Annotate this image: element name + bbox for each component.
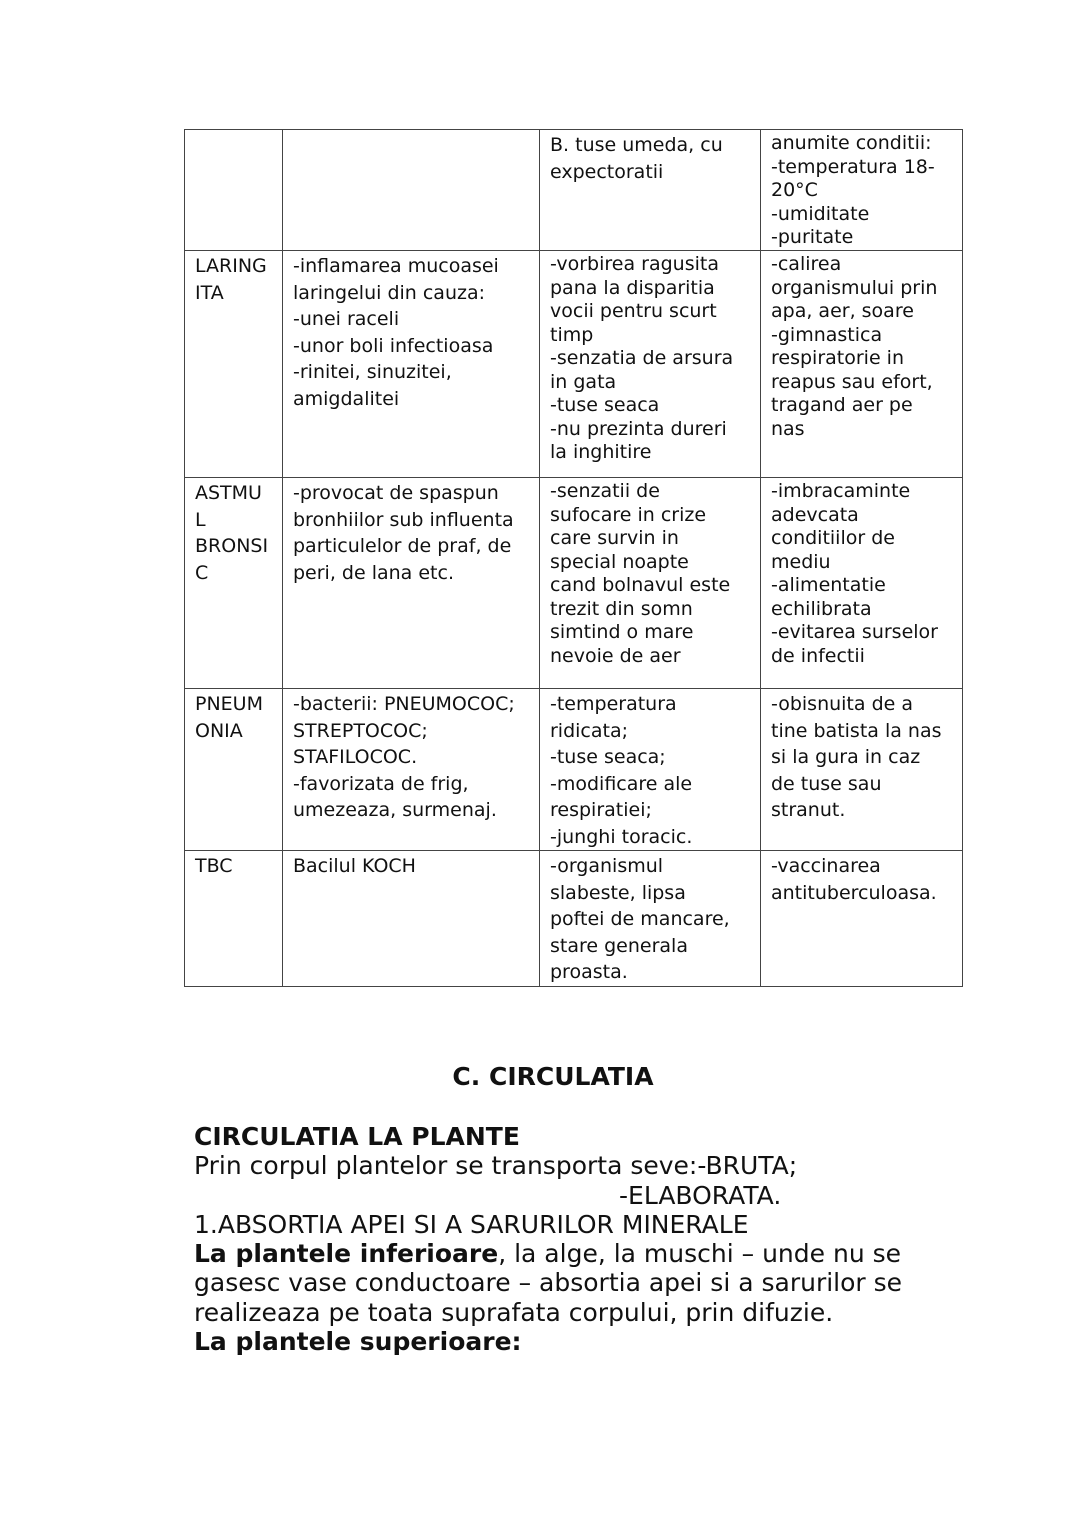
list-item: 1.ABSORTIA APEI SI A SARURILOR MINERALE — [194, 1209, 749, 1239]
cell-line: -inflamarea mucoasei — [293, 255, 499, 277]
table-row — [185, 851, 963, 987]
cell-line: PNEUM — [195, 693, 263, 715]
cell-line: nevoie de aer — [550, 644, 681, 667]
cell-line: -provocat de spaspun — [293, 482, 499, 504]
cell-line: apa, aer, soare — [771, 300, 914, 322]
paragraph-line: -ELABORATA. — [619, 1180, 782, 1210]
cell-line: Bacilul KOCH — [293, 855, 416, 877]
cell-line: la inghitire — [550, 441, 652, 463]
cell-line: bronhiilor sub influenta — [293, 508, 514, 531]
cell-line: stare generala — [550, 934, 688, 957]
table-cell — [540, 689, 761, 851]
cell-line: -puritate — [771, 226, 854, 248]
cell-line: laringelui din cauza: — [293, 281, 486, 304]
cell-line: reapus sau efort, — [771, 370, 933, 393]
cell-line: tragand aer pe — [771, 394, 913, 416]
subheading: CIRCULATIA LA PLANTE — [194, 1122, 520, 1151]
cell-line: -calirea — [771, 253, 842, 275]
table-cell — [283, 689, 540, 851]
bold-lead: La plantele inferioare — [194, 1239, 499, 1269]
cell-line: -unor boli infectioasa — [293, 334, 494, 357]
table-cell — [540, 478, 761, 689]
cell-line: 20°C — [771, 179, 818, 201]
cell-line: TBC — [195, 855, 233, 877]
cell-line: -rinitei, sinuzitei, — [293, 361, 452, 383]
cell-line: -bacterii: PNEUMOCOC; — [293, 693, 515, 715]
cell-line: STREPTOCOC; — [293, 719, 428, 742]
table-row — [185, 251, 963, 478]
cell-line: -obisnuita de a — [771, 693, 913, 715]
cell-line: -gimnastica — [771, 323, 883, 346]
cell-line: poftei de mancare, — [550, 908, 730, 930]
cell-line: slabeste, lipsa — [550, 881, 686, 904]
cell-line: -organismul — [550, 855, 664, 877]
table-cell — [185, 478, 283, 689]
cell-line: STAFILOCOC. — [293, 746, 418, 768]
cell-line: conditiilor de — [771, 527, 895, 549]
cell-line: sufocare in crize — [550, 503, 707, 526]
table-row — [185, 130, 963, 251]
cell-line: -temperatura — [550, 693, 677, 715]
cell-line: expectoratii — [550, 160, 664, 183]
cell-line: -umiditate — [771, 202, 870, 225]
cell-line: -unei raceli — [293, 308, 400, 330]
cell-line: L — [195, 508, 206, 531]
cell-line: amigdalitei — [293, 387, 400, 410]
table-cell — [540, 851, 761, 987]
cell-line: cand bolnavul este — [550, 574, 731, 596]
paragraph-line: gasesc vase conductoare – absortia apei si a sarurilor se — [194, 1268, 903, 1298]
cell-line: -vorbirea ragusita — [550, 253, 719, 275]
cell-line: -junghi toracic. — [550, 825, 693, 848]
cell-line: in gata — [550, 370, 617, 393]
table-cell — [761, 478, 963, 689]
cell-line: -alimentatie — [771, 574, 886, 596]
cell-line: echilibrata — [771, 597, 872, 620]
cell-line: simtind o mare — [550, 621, 694, 643]
table-cell — [185, 851, 283, 987]
cell-line: -tuse seaca; — [550, 746, 666, 768]
table-cell — [185, 130, 283, 251]
cell-line: anumite conditii: — [771, 132, 932, 154]
cell-line: -evitarea surselor — [771, 621, 938, 643]
paragraph-line — [194, 1239, 902, 1268]
cell-line: ITA — [195, 281, 224, 304]
cell-line: -senzatia de arsura — [550, 347, 734, 369]
table-cell — [761, 851, 963, 987]
cell-line: antituberculoasa. — [771, 881, 937, 904]
cell-line: care survin in — [550, 527, 679, 549]
cell-line: nas — [771, 417, 805, 440]
table-cell — [761, 251, 963, 478]
body-text — [194, 1122, 902, 1356]
cell-line: special noapte — [550, 550, 689, 573]
cell-line: si la gura in caz — [771, 746, 921, 768]
cell-line: pana la disparitia — [550, 276, 715, 299]
table-cell — [185, 689, 283, 851]
section-title: C. CIRCULATIA — [452, 1062, 654, 1091]
cell-line: timp — [550, 323, 594, 346]
table-cell — [761, 130, 963, 251]
table-cell — [761, 689, 963, 851]
cell-line: respiratorie in — [771, 347, 904, 369]
table-cell — [283, 251, 540, 478]
cell-line: ASTMU — [195, 482, 262, 504]
table-cell — [540, 130, 761, 251]
table-cell — [540, 251, 761, 478]
table-cell — [283, 478, 540, 689]
paragraph-text: , la alge, la muschi – unde nu se — [498, 1239, 902, 1269]
cell-line: LARING — [195, 255, 267, 277]
cell-line: ONIA — [195, 719, 243, 742]
cell-line: stranut. — [771, 799, 846, 821]
table-cell — [283, 851, 540, 987]
cell-line: particulelor de praf, de — [293, 535, 512, 557]
table-row — [185, 478, 963, 689]
cell-line: de infectii — [771, 644, 865, 667]
cell-line: ridicata; — [550, 719, 629, 742]
cell-line: -senzatii de — [550, 480, 660, 502]
cell-line: -temperatura 18- — [771, 155, 935, 178]
cell-line: C — [195, 561, 209, 584]
cell-line: -modificare ale — [550, 772, 693, 795]
paragraph-line: realizeaza pe toata suprafata corpului, prin difuzie. — [194, 1297, 834, 1327]
cell-line: trezit din somn — [550, 597, 693, 620]
paragraph-line: La plantele superioare: — [194, 1327, 522, 1357]
paragraph-line: Prin corpul plantelor se transporta seve:-BRUTA; — [194, 1151, 798, 1181]
cell-line: vocii pentru scurt — [550, 300, 717, 322]
table-cell — [185, 251, 283, 478]
cell-line: organismului prin — [771, 276, 938, 299]
cell-line: umezeaza, surmenaj. — [293, 799, 497, 821]
cell-line: -favorizata de frig, — [293, 772, 469, 795]
table-row — [185, 689, 963, 851]
cell-line: respiratiei; — [550, 799, 652, 821]
cell-line: -tuse seaca — [550, 394, 660, 416]
cell-line: -nu prezinta dureri — [550, 417, 727, 440]
cell-line: peri, de lana etc. — [293, 561, 454, 584]
diseases-table — [184, 129, 963, 987]
cell-line: proasta. — [550, 961, 628, 983]
cell-line: tine batista la nas — [771, 719, 942, 742]
table-cell — [283, 130, 540, 251]
cell-line: mediu — [771, 550, 831, 573]
cell-line: de tuse sau — [771, 772, 882, 795]
cell-line: BRONSI — [195, 535, 269, 557]
cell-line: -vaccinarea — [771, 855, 881, 877]
cell-line: adevcata — [771, 503, 859, 526]
cell-line: -imbracaminte — [771, 480, 911, 502]
cell-line: B. tuse umeda, cu — [550, 134, 723, 156]
